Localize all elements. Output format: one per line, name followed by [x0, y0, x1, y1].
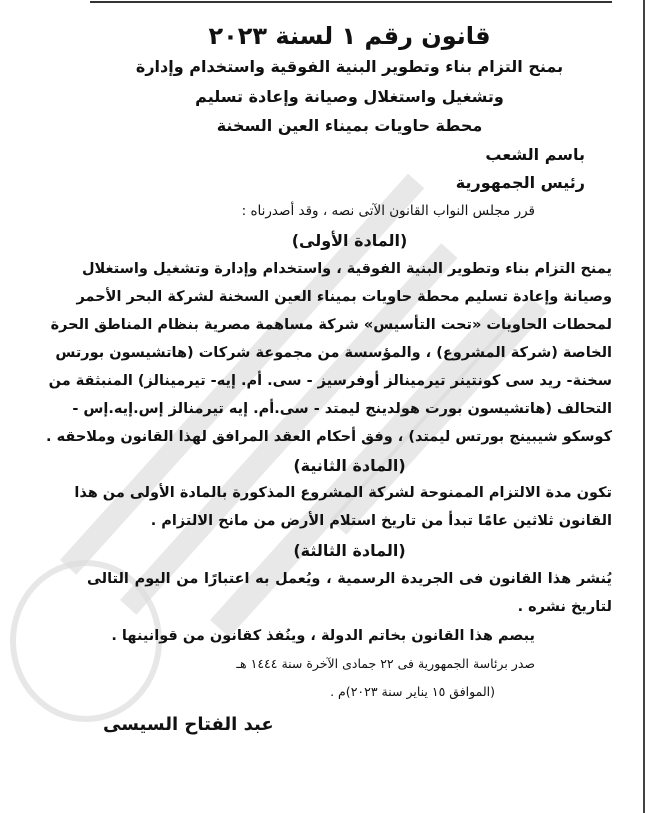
article3-line: لتاريخ نشره .: [517, 599, 612, 615]
preamble: قرر مجلس النواب القانون الآتى نصه ، وقد أصدرناه :: [241, 203, 535, 219]
article1-heading: (المادة الأولى): [291, 231, 408, 250]
article1-line: كوسكو شيبينج بورتس ليمتد) ، وفق أحكام العقد المرافق لهذا القانون وملاحقه .: [46, 429, 612, 445]
in-name-of-people: باسم الشعب: [485, 145, 585, 164]
page-edge: [643, 0, 645, 813]
article1-line: سخنة- ريد سى كونتينر تيرمينالز أوفرسيز - سى. أم. إيه- تيرمينالز) المنبثقة من: [48, 373, 612, 389]
president-signature: عبد الفتاح السيسى: [103, 714, 274, 735]
seal-clause: يبصم هذا القانون بخاتم الدولة ، وينُفذ كقانون من قوانينها .: [111, 628, 535, 644]
subtitle-line: بمنح التزام بناء وتطوير البنية الفوقية واستخدام وإدارة: [135, 57, 564, 76]
top-rule: [90, 1, 612, 3]
subtitle-line: وتشغيل واستغلال وصيانة وإعادة تسليم: [195, 87, 504, 106]
article1-line: يمنح التزام بناء وتطوير البنية الفوقية ، واستخدام وإدارة وتشغيل واستغلال: [81, 261, 612, 277]
corresponding-date: (الموافق ١٥ يناير سنة ٢٠٢٣)م .: [330, 684, 495, 699]
article2-line: تكون مدة الالتزام الممنوحة لشركة المشروع المذكورة بالمادة الأولى من هذا: [74, 485, 612, 501]
article3-line: يُنشر هذا القانون فى الجريدة الرسمية ، ويُعمل به اعتبارًا من اليوم التالى: [87, 571, 612, 587]
article1-line: التحالف (هاتشيسون بورت هولدينج ليمتد - سى.أم. إيه تيرمنالز إس.إيه.إس -: [72, 401, 612, 417]
article1-line: لمحطات الحاويات «تحت التأسيس» شركة مساهمة مصرية بنظام المناطق الحرة: [50, 317, 612, 333]
president-heading: رئيس الجمهورية: [455, 173, 585, 192]
article1-line: وصيانة وإعادة تسليم محطة حاويات بميناء العين السخنة لشركة البحر الأحمر: [76, 289, 612, 305]
law-title: قانون رقم ١ لسنة ٢٠٢٣: [208, 22, 491, 50]
article1-line: الخاصة (شركة المشروع) ، والمؤسسة من مجموعة شركات (هاتشيسون بورتس: [55, 345, 612, 361]
subtitle-line: محطة حاويات بميناء العين السخنة: [216, 116, 483, 135]
issued-date: صدر برئاسة الجمهورية فى ٢٢ جمادى الآخرة سنة ١٤٤٤ هـ: [236, 656, 535, 671]
article3-heading: (المادة الثالثة): [293, 541, 406, 560]
article2-heading: (المادة الثانية): [293, 456, 406, 475]
article2-line: القانون ثلاثين عامًا تبدأ من تاريخ استلام الأرض من مانح الالتزام .: [150, 513, 612, 529]
